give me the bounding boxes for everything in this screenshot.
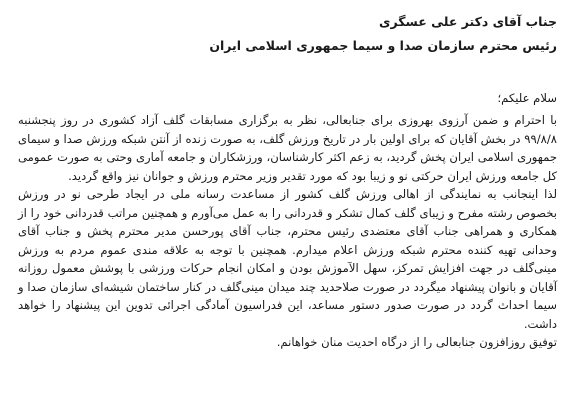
paragraph-2: لذا اینجانب به نمایندگی از اهالی ورزش گلف کشور از مساعدت رسانه ملی در ایجاد طرحی نو در ورزش بخصوص رشته مفرح و زیبای گلف کمال تشکر و قدردانی را به عمل می‌آورم و همچنین مراتب قدردانی خود را از همکاری و همراهی جناب آقای معتضدی رئیس محترم، جناب آقای پورحسن مدیر محترم پخش و جناب آقای وحدانی تهیه کننده محترم شبکه ورزش اعلام میدارم. همچنین با توجه به علاقه مندی عموم مردم به ورزش مینی‌گلف در جهت افزایش تمرکز، سهل الآموزش بودن و امکان انجام حرکات ورزشی با پوشش معمول روزانه آقایان و بانوان پیشنهاد میگردد در صورت صلاحدید چند میدان مینی‌گلف در کنار ساختمان شیشه‌ای سازمان صدا و سیما احداث گردد در صورت صدور دستور مساعد، این فدراسیون آمادگی اجرائی تدوین این پیشنهاد را خواهد داشت. — [18, 187, 557, 331]
recipient-name: جناب آقای دکتر علی عسگری — [378, 14, 557, 29]
greeting: سلام علیکم؛ — [497, 91, 557, 105]
paragraph-1: با احترام و ضمن آرزوی بهروزی برای جنابعالی، نظر به برگزاری مسابقات گلف آزاد کشوری در روز پنجشنبه ۹۹/۸/۸ در بخش آقایان که برای اولین بار در تاریخ ورزش گلف، به صورت زنده از آنتن شبکه ورزش صدا و سیمای جمهوری اسلامی ایران پخش گردید، به زعم اکثر کارشناسان، ورزشکاران و جامعه آماری وحتی به صورت عمومی کل جامعه ورزش ایران حرکتی نو و زیبا بود که مورد تقدیر وزیر محترم ورزش و جوانان نیز واقع گردید. — [18, 113, 557, 183]
recipient-title: رئیس محترم سازمان صدا و سیما جمهوری اسلامی ایران — [209, 38, 557, 53]
closing-line: توفیق روزافزون جنابعالی را از درگاه احدیت منان خواهانم. — [276, 335, 557, 349]
